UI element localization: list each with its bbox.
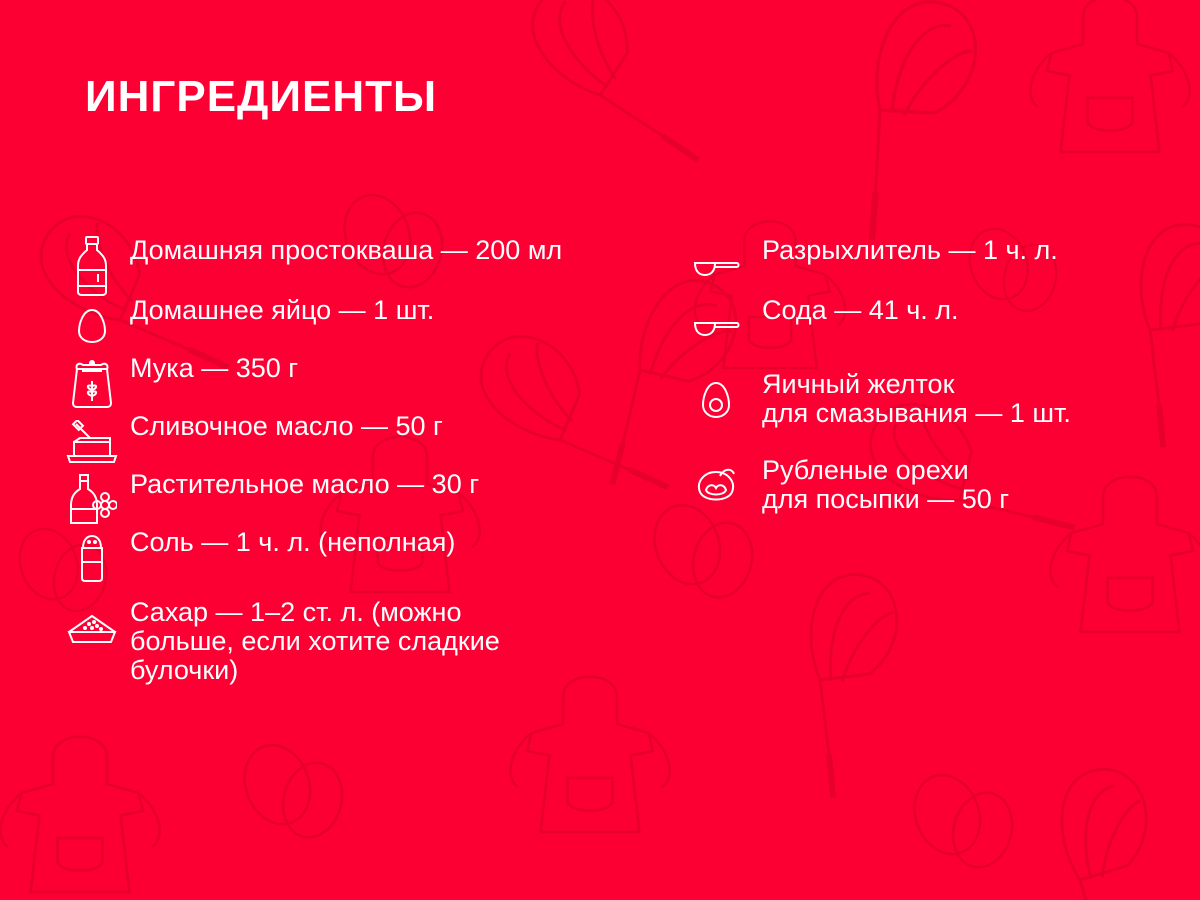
flour-sack-icon: [62, 354, 122, 414]
vegetable-oil-icon: [62, 470, 122, 530]
ingredient-item: [62, 296, 434, 356]
ingredient-item: [62, 528, 455, 588]
ingredient-item: [686, 370, 1071, 430]
salt-shaker-icon: [62, 528, 122, 588]
ingredient-item: [62, 470, 479, 530]
ingredient-text: Разрыхлитель — 1 ч. л.: [762, 235, 1058, 265]
egg-yolk-icon: [686, 370, 746, 430]
ingredient-text: Растительное масло — 30 г: [130, 469, 480, 499]
measuring-spoon-icon: [686, 296, 746, 356]
ingredient-item: [686, 236, 1058, 296]
ingredient-text: Мука — 350 г: [130, 353, 299, 383]
ingredient-item: [686, 456, 1009, 516]
ingredient-item: [686, 296, 959, 356]
ingredient-text: Домашняя простокваша — 200 мл: [130, 235, 563, 265]
ingredient-text: Сливочное масло — 50 г: [130, 411, 443, 441]
butter-dish-icon: [62, 412, 122, 472]
milk-bottle-icon: [62, 236, 122, 296]
ingredient-text: Соль — 1 ч. л. (неполная): [130, 527, 456, 557]
walnut-icon: [686, 456, 746, 516]
ingredient-item: [62, 354, 298, 414]
measuring-spoon-icon: [686, 236, 746, 296]
egg-icon: [62, 296, 122, 356]
ingredient-text: Сода — 41 ч. л.: [762, 295, 959, 325]
sugar-pile-icon: [62, 598, 122, 658]
ingredient-text: Рубленые орехи для посыпки — 50 г: [762, 455, 1010, 514]
page-title: ИНГРЕДИЕНТЫ: [85, 72, 438, 121]
ingredient-text: Сахар — 1–2 ст. л. (можно больше, если хотите сладкие булочки): [130, 597, 500, 685]
ingredient-text: Домашнее яйцо — 1 шт.: [130, 295, 435, 325]
ingredient-item: [62, 598, 500, 685]
ingredient-item: [62, 236, 562, 296]
ingredient-text: Яичный желток для смазывания — 1 шт.: [762, 369, 1071, 428]
ingredient-item: [62, 412, 443, 472]
